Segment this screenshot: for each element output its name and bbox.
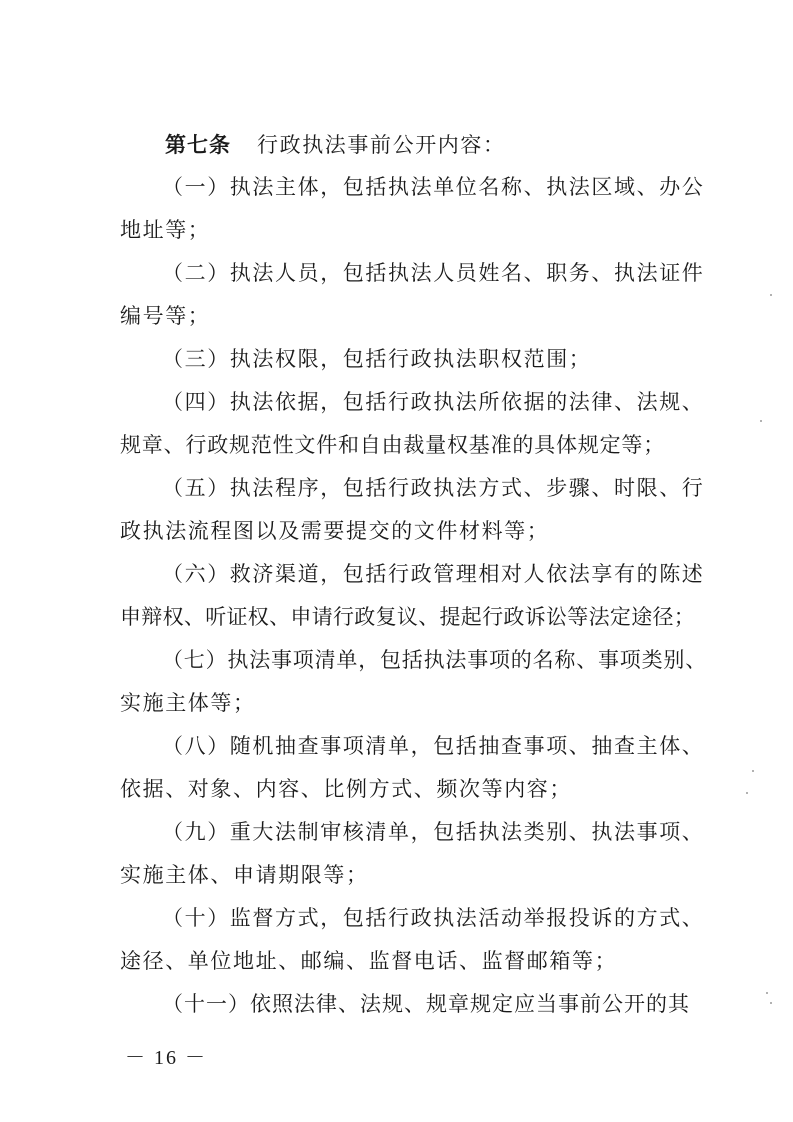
clause-1-line-2: 地址等；	[120, 218, 211, 242]
clause-7-line-2: 实施主体等；	[120, 691, 256, 715]
scan-speck	[752, 770, 754, 772]
clause-6-line-2: 申辩权、听证权、申请行政复议、提起行政诉讼等法定途径；	[120, 605, 696, 629]
clause-4-line-1: （四）执法依据，包括行政执法所依据的法律、法规、	[162, 390, 705, 414]
scan-speck	[770, 294, 772, 296]
clause-6-line-1: （六）救济渠道，包括行政管理相对人依法享有的陈述	[162, 562, 705, 586]
clause-2-line-1: （二）执法人员，包括执法人员姓名、职务、执法证件	[162, 261, 705, 285]
scan-speck	[766, 992, 768, 994]
clause-10-line-1: （十）监督方式，包括行政执法活动举报投诉的方式、	[162, 906, 705, 930]
clause-4-line-2: 规章、行政规范性文件和自由裁量权基准的具体规定等；	[120, 433, 665, 457]
clause-9-line-1: （九）重大法制审核清单，包括执法类别、执法事项、	[162, 820, 705, 844]
clause-5-line-1: （五）执法程序，包括行政执法方式、步骤、时限、行	[162, 476, 705, 500]
clause-5-line-2: 政执法流程图以及需要提交的文件材料等；	[120, 519, 550, 543]
page-number: － 16 －	[125, 1047, 207, 1069]
clause-1-line-1: （一）执法主体，包括执法单位名称、执法区域、办公	[162, 175, 705, 199]
clause-7-line-1: （七）执法事项清单，包括执法事项的名称、事项类别、	[162, 648, 707, 672]
scan-speck	[760, 420, 762, 422]
article-title: 行政执法事前公开内容：	[257, 133, 506, 157]
article-heading	[165, 131, 506, 159]
clause-11-line-1: （十一）依照法律、法规、规章规定应当事前公开的其	[162, 992, 690, 1016]
clause-3-line-1: （三）执法权限，包括行政执法职权范围；	[162, 347, 592, 371]
clause-2-line-2: 编号等；	[120, 304, 211, 328]
article-label: 第七条	[165, 133, 231, 157]
clause-8-line-1: （八）随机抽查事项清单，包括抽查事项、抽查主体、	[162, 734, 705, 758]
clause-10-line-2: 途径、单位地址、邮编、监督电话、监督邮箱等；	[120, 949, 618, 973]
scan-speck	[770, 1002, 772, 1004]
clause-9-line-2: 实施主体、申请期限等；	[120, 863, 369, 887]
clause-8-line-2: 依据、对象、内容、比例方式、频次等内容；	[120, 777, 572, 801]
scan-speck	[746, 792, 748, 794]
